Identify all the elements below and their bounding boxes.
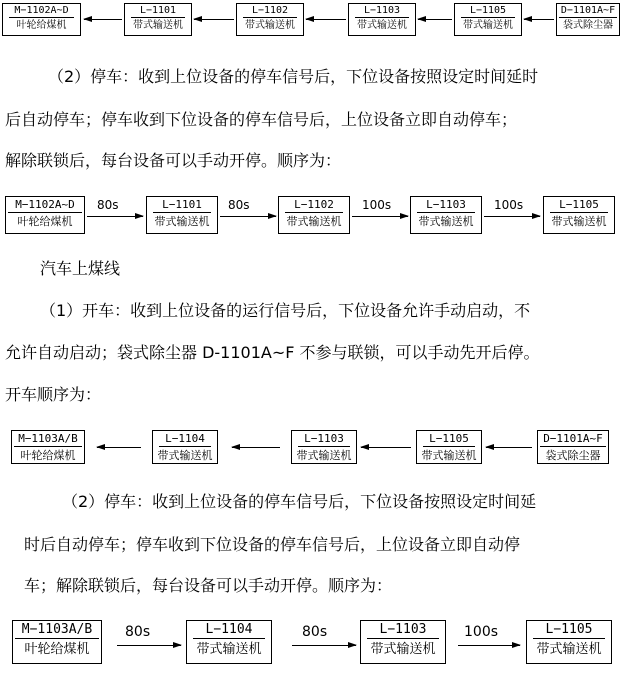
equipment-name: 带式输送机 [463,20,513,31]
equipment-name: 带式输送机 [536,642,602,657]
equipment-name: 带式输送机 [286,215,342,228]
delay-label: 80s [97,198,119,212]
equipment-name: 叶轮给煤机 [16,20,67,31]
flow-arrow [352,216,408,217]
delay-label: 80s [125,624,151,640]
text-line: 时后自动停车；停车收到下位设备的停车信号后，上位设备立即自动停 [24,535,521,554]
equipment-box [416,430,482,464]
equipment-name: 带式输送机 [370,642,436,657]
delay-label: 100s [362,198,392,212]
flow-arrow [220,216,276,217]
equipment-name: 叶轮给煤机 [17,215,73,228]
equipment-box [556,3,620,36]
text-line: 车；解除联锁后，每台设备可以手动开停。顺序为： [24,576,393,595]
flow-arrow [292,645,356,646]
delay-label: 100s [494,198,524,212]
flow-arrow [361,447,411,448]
equipment-name: 带式输送机 [245,20,295,31]
equipment-name: 叶轮给煤机 [24,642,90,657]
equipment-box [526,620,612,664]
flow-arrow [306,19,346,20]
equipment-box [124,3,192,36]
equipment-box [348,3,416,36]
equipment-code: L−1105 [461,4,515,18]
equipment-code: D−1101A~F [540,431,606,447]
equipment-name: 带式输送机 [296,449,352,462]
equipment-box [236,3,304,36]
equipment-box [454,3,522,36]
equipment-code: D−1101A~F [560,5,616,16]
equipment-name: 袋式除尘器 [563,20,613,31]
equipment-code: L−1104 [193,621,265,639]
equipment-code: L−1103 [298,431,350,447]
flow-arrow [87,216,143,217]
delay-label: 80s [302,624,328,640]
delay-label: 100s [464,624,499,640]
flow-arrow [524,19,554,20]
text-line: 解除联锁后，每台设备可以手动开停。顺序为： [5,151,342,170]
equipment-name: 袋式除尘器 [545,449,601,462]
equipment-name: 带式输送机 [133,20,183,31]
text-line: 开车顺序为： [5,385,102,404]
equipment-box [543,196,615,234]
equipment-name: 带式输送机 [421,449,477,462]
equipment-box [291,430,357,464]
equipment-code: L−1103 [417,197,475,213]
flow-arrow [117,645,181,646]
flow-arrow [484,216,540,217]
flow-arrow [486,447,532,448]
equipment-box [12,620,102,664]
equipment-name: 带式输送机 [418,215,474,228]
text-line: （2）停车：收到上位设备的停车信号后，下位设备按照设定时间延时 [48,67,539,86]
equipment-box [2,3,81,36]
equipment-box [5,196,85,234]
flow-arrow [84,19,122,20]
equipment-name: 带式输送机 [551,215,607,228]
text-line: 允许自动启动；袋式除尘器 D-1101A~F 不参与联锁，可以手动先开后停。 [5,343,540,362]
equipment-code: L−1103 [367,621,439,639]
equipment-code: L−1105 [533,621,605,639]
flow-arrow [458,645,520,646]
equipment-code: M−1102A~D [9,4,74,18]
equipment-code: L−1105 [550,197,608,213]
equipment-code: L−1101 [131,4,185,18]
text-line: （1）开车：收到上位设备的运行信号后，下位设备允许手动启动，不 [40,301,531,320]
equipment-code: L−1104 [159,431,211,447]
text-line: （2）停车：收到上位设备的停车信号后，下位设备按照设定时间延 [62,492,537,511]
equipment-name: 带式输送机 [196,642,262,657]
equipment-code: L−1101 [153,197,211,213]
equipment-name: 叶轮给煤机 [20,449,76,462]
equipment-code: L−1102 [243,4,297,18]
equipment-box [146,196,218,234]
flow-arrow [418,19,452,20]
equipment-code: M−1102A~D [8,197,82,213]
equipment-box [537,430,609,464]
equipment-code: L−1103 [355,4,409,18]
flow-arrow [97,447,141,448]
equipment-code: L−1105 [423,431,475,447]
equipment-name: 带式输送机 [357,20,407,31]
equipment-box [186,620,272,664]
section-heading: 汽车上煤线 [40,259,121,278]
equipment-code: M−1103A/B [15,621,99,639]
delay-label: 80s [228,198,250,212]
equipment-name: 带式输送机 [157,449,213,462]
equipment-box [152,430,218,464]
equipment-box [410,196,482,234]
text-line: 后自动停车；停车收到下位设备的停车信号后，上位设备立即自动停车； [5,110,518,129]
flow-arrow [232,447,280,448]
equipment-box [278,196,350,234]
equipment-code: M−1103A/B [14,431,82,447]
flow-arrow [194,19,234,20]
equipment-box [360,620,446,664]
equipment-code: L−1102 [285,197,343,213]
equipment-name: 带式输送机 [154,215,210,228]
equipment-box [11,430,85,464]
